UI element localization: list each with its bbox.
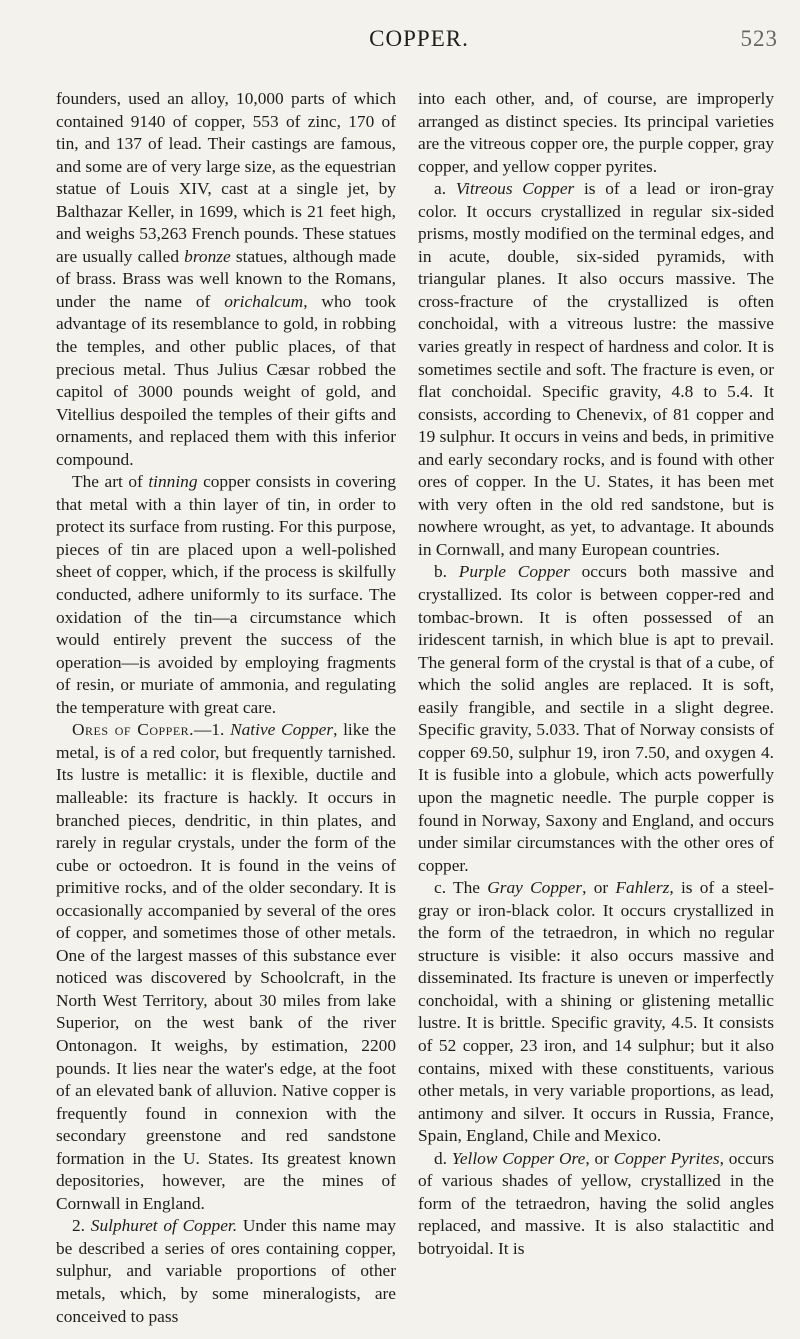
paragraph-purple-copper: b. Purple Copper occurs both massive and crystallized. Its color is between copper-red and tombac-brown. It is often possessed of an iridescent tarnish, in which blue is apt to prevail. The general form of the crystal is that of a cube, of which the solid angles are replaced. It is soft, easily frangible, and sectile in a slight degree. Specific gravity, 5.033. That of Norway consists of copper 69.50, sulphur 19, iron 7.50, and oxygen 4. It is fusible into a globule, which acts powerfully upon the magnetic needle. The purple copper is found in Norway, Saxony and England, and occurs under similar circumstances with the other ores of copper. bbox=[418, 562, 774, 875]
right-column bbox=[418, 88, 774, 1328]
paragraph-sulphuret: 2. Sulphuret of Copper. Under this name may be described a series of ores containing copper, sulphur, and variable proportions of other metals, which, by some mineralogists, are conceived to pass bbox=[56, 1216, 396, 1326]
paragraph-tinning: The art of tinning copper consists in covering that metal with a thin layer of tin, in order to protect its surface from rusting. For this purpose, pieces of tin are placed upon a well-polished sheet of copper, which, if the process is skilfully conducted, adhere uniformly to its surface. The oxidation of the tin—a circumstance which would entirely prevent the success of the operation—is avoided by employing fragments of resin, or muriate of ammonia, and regulating the temperature with great care. bbox=[56, 472, 396, 717]
paragraph-yellow-copper: d. Yellow Copper Ore, or Copper Pyrites, occurs of various shades of yellow, crystallized in the form of the tetraedron, having the solid angles replaced, and massive. It is also stalactitic and botryoidal. It is bbox=[418, 1148, 774, 1258]
left-column bbox=[56, 88, 396, 1328]
paragraph-varieties: into each other, and, of course, are improperly arranged as distinct species. Its principal varieties are the vitreous copper ore, the purple copper, gray copper, and yellow copper pyrites. bbox=[418, 89, 774, 176]
page-number: 523 bbox=[740, 26, 778, 51]
page-title: COPPER. bbox=[369, 26, 469, 51]
section-heading-ores: Ores of Copper. bbox=[72, 720, 195, 740]
paragraph-ores-native-copper: Ores of Copper.—1. Native Copper, like the metal, is of a red color, but frequently tarnished. Its lustre is metallic: it is flexible, ductile and malleable: its fracture is hackly. It occurs in branched pieces, dendritic, in thin plates, and rarely in regular crystals, under the form of the cube or octoedron. It is found in the veins of primitive rocks, and of the older secondary. It is occasionally accompanied by several of the ores of copper, and sometimes those of other metals. One of the largest masses of this substance ever noticed was discovered by Schoolcraft, in the North West Territory, about 30 miles from lake Superior, on the west bank of the river Ontonagon. It weighs, by estimation, 2200 pounds. It lies near the water's edge, at the foot of an elevated bank of alluvion. Native copper is frequently found in connexion with the secondary greenstone and red sandstone formation in the U. States. Its greatest known depositories, however, are the mines of Cornwall in England. bbox=[56, 720, 396, 1213]
paragraph-bronze-statues: founders, used an alloy, 10,000 parts of which contained 9140 of copper, 553 of zinc, 170 of tin, and 137 of lead. Their castings are famous, and some are of very large size, as the equestrian statue of Louis XIV, cast at a single jet, by Balthazar Keller, in 1699, which is 21 feet high, and weighs 53,263 French pounds. These statues are usually called bronze statues, although made of brass. Brass was well known to the Romans, under the name of orichalcum, who took advantage of its resemblance to gold, in robbing the temples, and other public places, of that precious metal. Thus Julius Cæsar robbed the capitol of 3000 pounds weight of gold, and Vitellius despoiled the temples of their gifts and ornaments, and replaced them with this inferior compound. bbox=[56, 89, 396, 469]
paragraph-gray-copper: c. The Gray Copper, or Fahlerz, is of a steel-gray or iron-black color. It occurs crystallized in the form of the tetraedron, in which no regular structure is visible: it also occurs massive and disseminated. Its fracture is uneven or imperfectly conchoidal, with a shining or glistening metallic lustre. It is brittle. Specific gravity, 4.5. It consists of 52 copper, 23 iron, and 14 sulphur; but it also contains, mixed with these constituents, various other metals, in very variable proportions, as lead, antimony and silver. It occurs in Russia, France, Spain, England, Chile and Mexico. bbox=[418, 878, 774, 1146]
paragraph-vitreous-copper: a. Vitreous Copper is of a lead or iron-gray color. It occurs crystallized in regular six-sided prisms, mostly modified on the terminal edges, and in acute, double, six-sided pyramids, with triangular planes. It also occurs massive. The cross-fracture of the crystallized is often conchoidal, with a vitreous lustre: the massive varies greatly in respect of hardness and color. It is sometimes sectile and soft. The fracture is even, or flat conchoidal. Specific gravity, 4.8 to 5.4. It consists, according to Chenevix, of 81 copper and 19 sulphur. It occurs in veins and beds, in primitive and early secondary rocks, and is found with other ores of copper. In the U. States, it has been met with very often in the old red sandstone, but is nowhere wrought, as yet, to advantage. It abounds in Cornwall, and many European countries. bbox=[418, 179, 774, 559]
running-head bbox=[60, 26, 778, 56]
